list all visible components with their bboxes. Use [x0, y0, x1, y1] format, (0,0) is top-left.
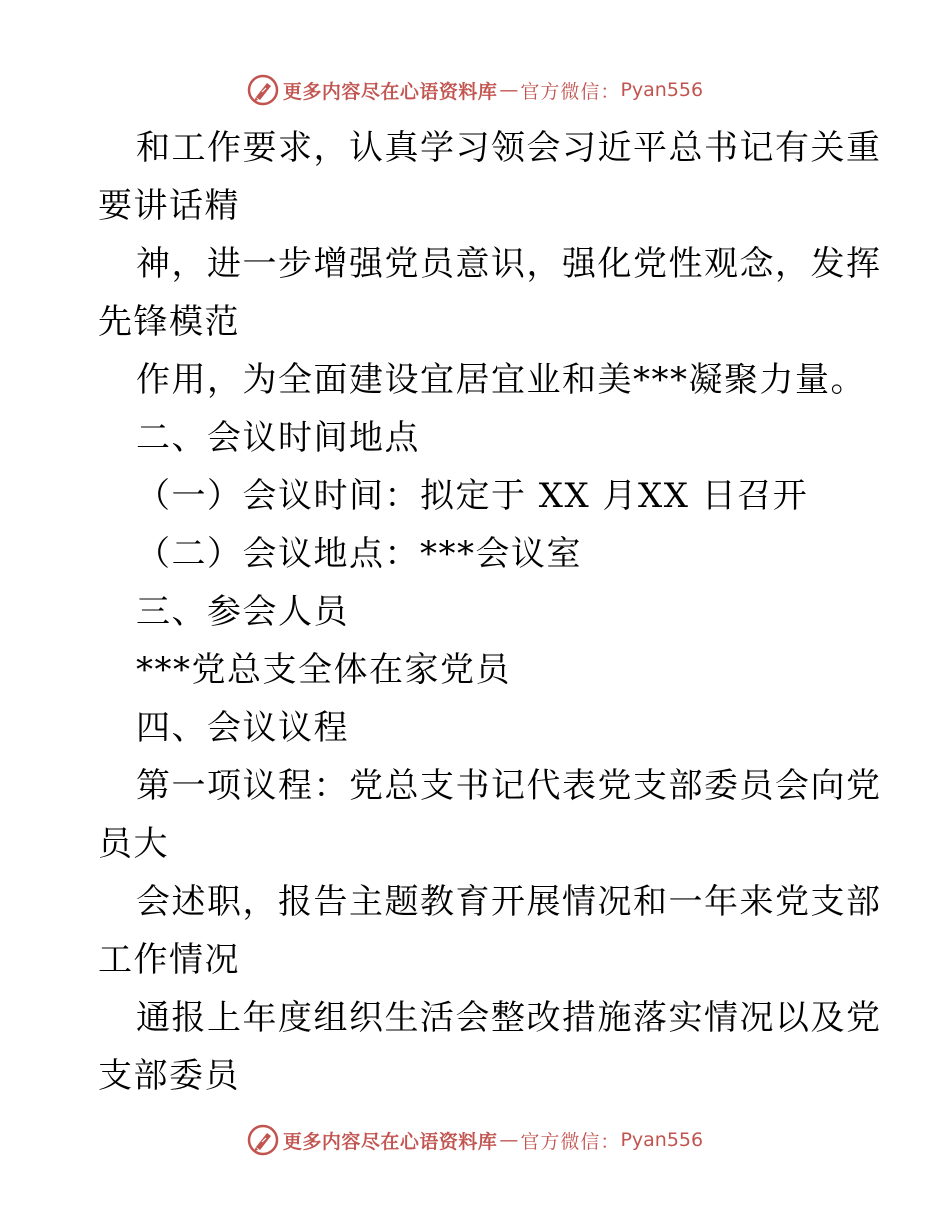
body-line: ***党总支全体在家党员	[136, 650, 511, 690]
body-line: 通报上年度组织生活会整改措施落实情况以及党	[136, 998, 882, 1038]
body-line: 和工作要求，认真学习领会习近平总书记有关重	[136, 128, 882, 168]
fountain-pen-logo-icon	[247, 1124, 279, 1156]
body-line: （一）会议时间：拟定于 XX 月XX 日召开	[136, 476, 809, 516]
footer-watermark	[0, 1122, 950, 1158]
body-line: 员大	[98, 824, 169, 864]
body-line: 第一项议程：党总支书记代表党支部委员会向党	[136, 766, 882, 806]
body-line: 支部委员	[98, 1056, 240, 1096]
watermark-main-text: 更多内容尽在心语资料库	[282, 1130, 498, 1153]
body-line: 工作情况	[98, 940, 240, 980]
body-line: （二）会议地点：***会议室	[136, 534, 582, 574]
header-watermark	[0, 72, 950, 108]
watermark-separator: —	[499, 1129, 519, 1151]
watermark-main-text: 更多内容尽在心语资料库	[282, 80, 498, 103]
watermark-wechat-label: 官方微信：	[520, 1130, 621, 1153]
section-heading: 四、会议议程	[136, 708, 349, 748]
watermark-separator: —	[499, 79, 519, 101]
body-line: 神，进一步增强党员意识，强化党性观念，发挥	[136, 244, 882, 284]
body-line: 会述职，报告主题教育开展情况和一年来党支部	[136, 882, 882, 922]
section-heading: 二、会议时间地点	[136, 418, 420, 458]
watermark-wechat-id: Pyan556	[620, 1129, 704, 1151]
section-heading: 三、参会人员	[136, 592, 349, 632]
watermark-wechat-label: 官方微信：	[520, 80, 621, 103]
body-line: 作用，为全面建设宜居宜业和美***凝聚力量。	[136, 360, 866, 400]
body-line: 先锋模范	[98, 302, 240, 342]
body-line: 要讲话精	[98, 186, 240, 226]
watermark-wechat-id: Pyan556	[620, 79, 704, 101]
fountain-pen-logo-icon	[247, 74, 279, 106]
